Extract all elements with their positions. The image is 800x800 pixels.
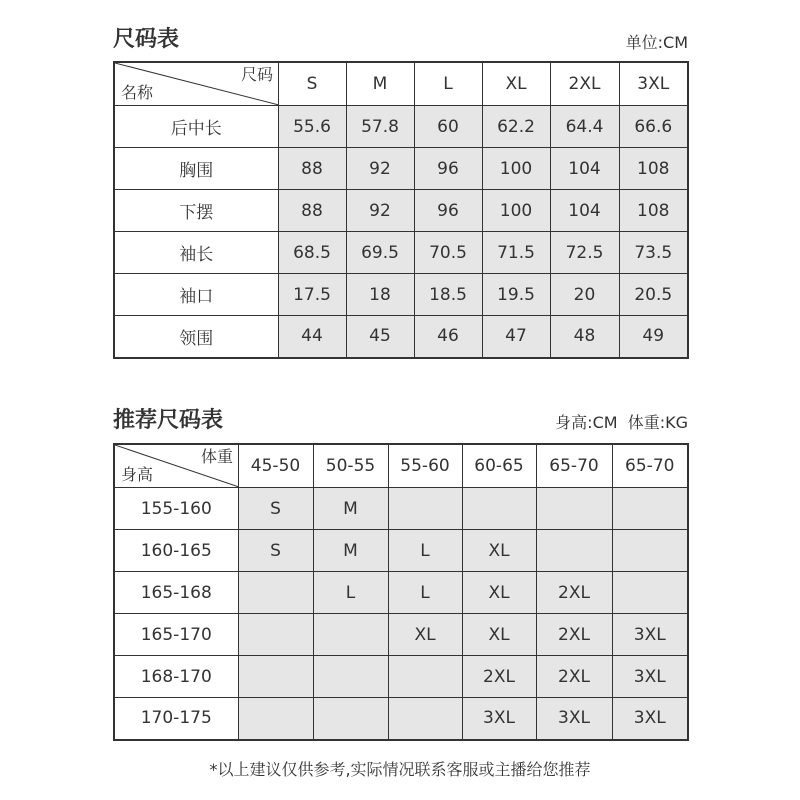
recommend-chart-cell: 3XL — [612, 656, 688, 698]
size-chart-cell: 47 — [482, 316, 550, 358]
size-chart-cell: 19.5 — [482, 274, 550, 316]
recommend-chart-row-label: 160-165 — [114, 530, 238, 572]
recommend-chart-row-label: 155-160 — [114, 488, 238, 530]
size-chart-cell: 20.5 — [619, 274, 688, 316]
corner-label-name: 名称 — [121, 83, 154, 102]
size-chart-cell: 46 — [414, 316, 482, 358]
size-chart-cell: 68.5 — [278, 232, 346, 274]
recommend-chart-row — [114, 698, 688, 740]
size-chart-row-label: 袖口 — [114, 274, 278, 316]
recommend-chart-header-row — [114, 444, 688, 488]
size-chart-unit: 单位:CM — [625, 33, 688, 52]
recommend-chart-cell: XL — [462, 530, 536, 572]
size-chart-cell: 70.5 — [414, 232, 482, 274]
size-chart-cell: 60 — [414, 106, 482, 148]
recommend-chart-cell: L — [388, 572, 462, 614]
size-chart-cell: 18 — [346, 274, 414, 316]
size-chart-cell: 18.5 — [414, 274, 482, 316]
recommend-chart-corner-cell — [114, 444, 238, 488]
size-chart-header-row — [114, 62, 688, 106]
size-chart-row — [114, 106, 688, 148]
size-chart-title: 尺码表 — [113, 27, 180, 52]
recommend-chart-cell — [238, 572, 313, 614]
recommend-chart-cell: 2XL — [536, 614, 612, 656]
recommend-chart-column-header: 45-50 — [238, 444, 313, 488]
size-chart-cell: 20 — [550, 274, 619, 316]
recommend-chart-cell — [462, 488, 536, 530]
size-chart-row — [114, 232, 688, 274]
size-chart-cell: 104 — [550, 190, 619, 232]
recommend-chart-cell — [313, 656, 388, 698]
recommend-chart-cell: 3XL — [612, 698, 688, 740]
recommend-chart-cell — [238, 614, 313, 656]
recommend-chart-row-label: 165-168 — [114, 572, 238, 614]
size-chart-row — [114, 190, 688, 232]
size-chart-cell: 73.5 — [619, 232, 688, 274]
recommend-chart-cell: 3XL — [536, 698, 612, 740]
recommend-chart-column-header: 65-70 — [612, 444, 688, 488]
size-chart-cell: 104 — [550, 148, 619, 190]
recommend-chart-cell — [612, 488, 688, 530]
recommend-chart-cell — [313, 614, 388, 656]
recommend-chart-cell — [388, 488, 462, 530]
size-chart-cell: 71.5 — [482, 232, 550, 274]
size-chart-row-label: 胸围 — [114, 148, 278, 190]
size-chart-row-label: 袖长 — [114, 232, 278, 274]
recommend-chart-row — [114, 656, 688, 698]
recommend-chart-cell: M — [313, 488, 388, 530]
size-chart-column-header: 3XL — [619, 62, 688, 106]
size-chart-cell: 49 — [619, 316, 688, 358]
recommend-chart-cell: S — [238, 530, 313, 572]
recommend-chart-cell: 3XL — [462, 698, 536, 740]
recommend-chart-cell — [536, 530, 612, 572]
recommend-chart-title: 推荐尺码表 — [113, 408, 224, 433]
size-chart-cell: 57.8 — [346, 106, 414, 148]
recommend-chart-cell — [238, 698, 313, 740]
size-chart-cell: 17.5 — [278, 274, 346, 316]
size-chart-row-label: 后中长 — [114, 106, 278, 148]
recommend-chart-cell — [313, 698, 388, 740]
size-chart-cell: 88 — [278, 190, 346, 232]
recommend-chart-cell: M — [313, 530, 388, 572]
footnote: *以上建议仅供参考,实际情况联系客服或主播给您推荐 — [209, 760, 591, 779]
size-chart-cell: 62.2 — [482, 106, 550, 148]
recommend-chart-cell — [612, 530, 688, 572]
recommend-chart-cell: 3XL — [612, 614, 688, 656]
recommend-chart-cell: S — [238, 488, 313, 530]
recommend-chart-cell: XL — [388, 614, 462, 656]
size-chart-column-header: XL — [482, 62, 550, 106]
size-chart-cell: 108 — [619, 148, 688, 190]
recommend-chart-cell — [238, 656, 313, 698]
recommend-chart-cell: XL — [462, 614, 536, 656]
size-chart-cell: 45 — [346, 316, 414, 358]
size-chart-cell: 72.5 — [550, 232, 619, 274]
corner-label-height: 身高 — [121, 465, 154, 484]
size-chart-column-header: M — [346, 62, 414, 106]
recommend-chart-row-label: 168-170 — [114, 656, 238, 698]
size-chart-row — [114, 148, 688, 190]
size-chart-column-header: S — [278, 62, 346, 106]
size-chart-row — [114, 274, 688, 316]
recommend-chart-table — [113, 443, 689, 741]
recommend-chart-cell — [388, 656, 462, 698]
recommend-chart-column-header: 50-55 — [313, 444, 388, 488]
recommend-chart-cell: 2XL — [462, 656, 536, 698]
recommend-chart-cell — [536, 488, 612, 530]
recommend-chart-column-header: 65-70 — [536, 444, 612, 488]
recommend-chart-cell: XL — [462, 572, 536, 614]
size-chart-cell: 44 — [278, 316, 346, 358]
recommend-chart-cell: L — [313, 572, 388, 614]
size-chart-cell: 92 — [346, 148, 414, 190]
recommend-chart-cell: L — [388, 530, 462, 572]
size-chart-cell: 55.6 — [278, 106, 346, 148]
size-chart-cell: 48 — [550, 316, 619, 358]
recommend-chart-row — [114, 614, 688, 656]
corner-label-size: 尺码 — [240, 65, 273, 84]
recommend-chart-column-header: 60-65 — [462, 444, 536, 488]
recommend-chart-row — [114, 572, 688, 614]
size-chart-cell: 96 — [414, 148, 482, 190]
recommend-chart-column-header: 55-60 — [388, 444, 462, 488]
size-chart-corner-cell — [114, 62, 278, 106]
recommend-chart-cell: 2XL — [536, 656, 612, 698]
size-chart-cell: 100 — [482, 148, 550, 190]
recommend-chart-cell — [612, 572, 688, 614]
recommend-chart-cell: 2XL — [536, 572, 612, 614]
size-chart-row — [114, 316, 688, 358]
recommend-chart-unit: 身高:CM 体重:KG — [555, 413, 688, 432]
corner-label-weight: 体重 — [200, 447, 233, 466]
size-chart-cell: 66.6 — [619, 106, 688, 148]
size-chart-row-label: 领围 — [114, 316, 278, 358]
size-chart-column-header: L — [414, 62, 482, 106]
size-chart-cell: 88 — [278, 148, 346, 190]
size-chart-cell: 69.5 — [346, 232, 414, 274]
size-chart-row-label: 下摆 — [114, 190, 278, 232]
size-chart-table — [113, 61, 689, 359]
recommend-chart-row — [114, 530, 688, 572]
size-chart-cell: 108 — [619, 190, 688, 232]
size-chart-cell: 100 — [482, 190, 550, 232]
recommend-chart-row — [114, 488, 688, 530]
recommend-chart-row-label: 165-170 — [114, 614, 238, 656]
recommend-chart-cell — [388, 698, 462, 740]
size-chart-cell: 64.4 — [550, 106, 619, 148]
recommend-chart-row-label: 170-175 — [114, 698, 238, 740]
size-chart-column-header: 2XL — [550, 62, 619, 106]
size-chart-cell: 96 — [414, 190, 482, 232]
size-chart-cell: 92 — [346, 190, 414, 232]
